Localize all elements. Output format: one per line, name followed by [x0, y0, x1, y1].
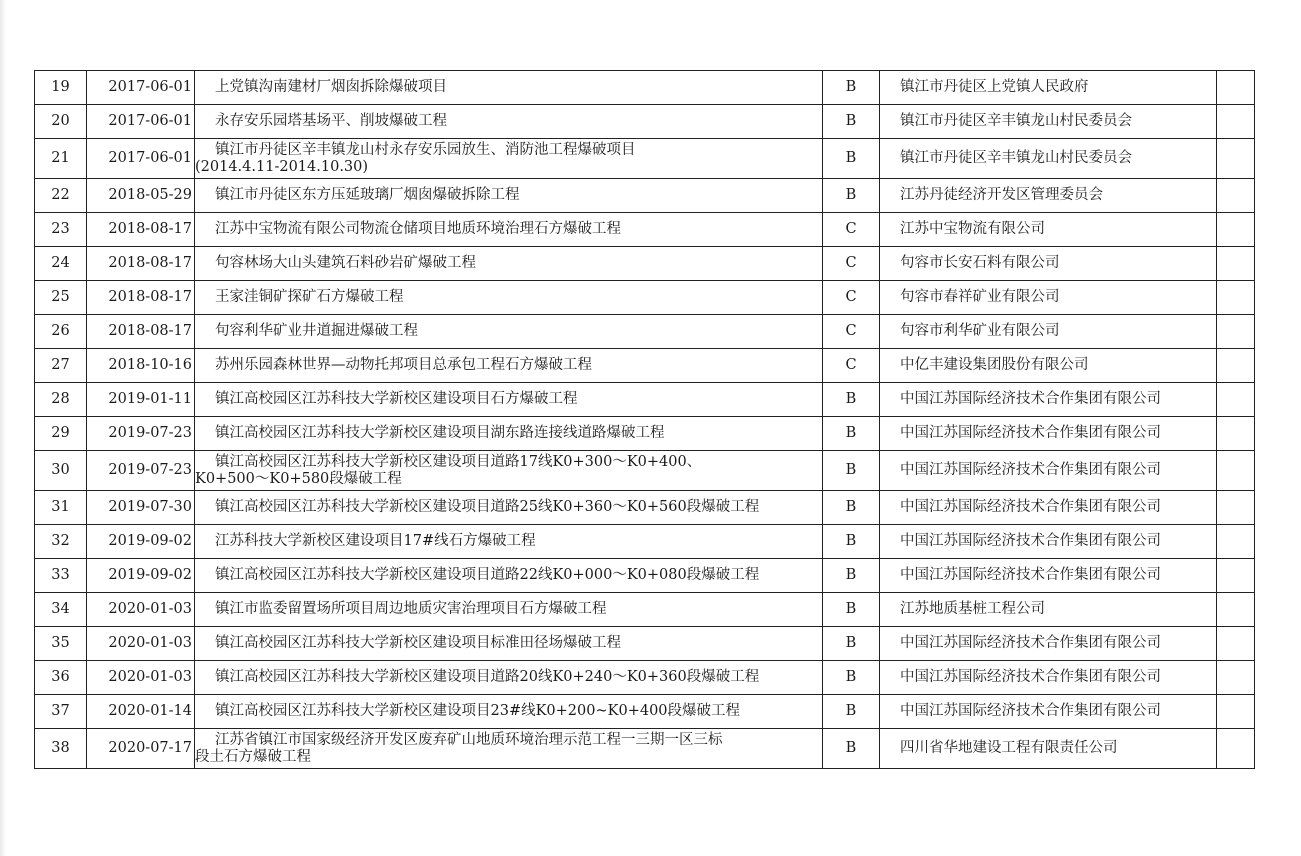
- cell-project-name: [195, 695, 823, 729]
- project-name-line1: 苏州乐园森林世界—动物托邦项目总承包工程石方爆破工程: [215, 357, 592, 373]
- cell-grade: B: [823, 525, 880, 559]
- cell-grade: C: [823, 281, 880, 315]
- cell-date: 2017-06-01: [87, 139, 195, 179]
- cell-grade: B: [823, 695, 880, 729]
- cell-number: 27: [35, 349, 87, 383]
- table-row: [35, 661, 1255, 695]
- cell-grade: B: [823, 105, 880, 139]
- cell-project-name: [195, 525, 823, 559]
- table-row: [35, 281, 1255, 315]
- project-name-line1: 镇江高校园区江苏科技大学新校区建设项目道路25线K0+360～K0+560段爆破工程: [215, 499, 760, 515]
- project-name-line1: 镇江市丹徒区辛丰镇龙山村永存安乐园放生、消防池工程爆破项目: [215, 141, 636, 158]
- project-name-line1: 句容林场大山头建筑石料砂岩矿爆破工程: [215, 255, 476, 271]
- cell-note: [1217, 383, 1255, 417]
- cell-number: 22: [35, 179, 87, 213]
- cell-grade: B: [823, 451, 880, 491]
- project-name-line2: K0+500～K0+580段爆破工程: [195, 470, 402, 487]
- cell-grade: B: [823, 661, 880, 695]
- cell-project-name: [195, 247, 823, 281]
- cell-date: 2020-07-17: [87, 729, 195, 769]
- cell-date: 2018-08-17: [87, 315, 195, 349]
- cell-note: [1217, 179, 1255, 213]
- cell-date: 2019-01-11: [87, 383, 195, 417]
- table-body: [35, 71, 1255, 769]
- cell-project-name: [195, 559, 823, 593]
- cell-grade: B: [823, 139, 880, 179]
- cell-project-name: [195, 281, 823, 315]
- cell-unit: 句容市长安石料有限公司: [880, 247, 1217, 281]
- cell-number: 31: [35, 491, 87, 525]
- project-name-line1: 江苏科技大学新校区建设项目17#线石方爆破工程: [215, 533, 536, 549]
- cell-note: [1217, 451, 1255, 491]
- cell-note: [1217, 661, 1255, 695]
- table-row: [35, 451, 1255, 491]
- cell-project-name: [195, 315, 823, 349]
- cell-date: 2019-07-30: [87, 491, 195, 525]
- project-name-line1: 镇江高校园区江苏科技大学新校区建设项目石方爆破工程: [215, 391, 578, 407]
- cell-unit: 江苏地质基桩工程公司: [880, 593, 1217, 627]
- cell-note: [1217, 105, 1255, 139]
- cell-unit: 江苏中宝物流有限公司: [880, 213, 1217, 247]
- project-name-line1: 上党镇沟南建材厂烟囱拆除爆破项目: [215, 79, 447, 95]
- cell-note: [1217, 417, 1255, 451]
- cell-project-name: [195, 661, 823, 695]
- cell-project-name: [195, 729, 823, 769]
- cell-date: 2019-07-23: [87, 451, 195, 491]
- table-row: [35, 593, 1255, 627]
- project-name-line1: 镇江市监委留置场所项目周边地质灾害治理项目石方爆破工程: [215, 601, 607, 617]
- cell-unit: 中国江苏国际经济技术合作集团有限公司: [880, 417, 1217, 451]
- cell-project-name: [195, 451, 823, 491]
- cell-grade: B: [823, 627, 880, 661]
- cell-grade: C: [823, 349, 880, 383]
- project-name-line2: 段土石方爆破工程: [195, 748, 311, 765]
- cell-unit: 中国江苏国际经济技术合作集团有限公司: [880, 559, 1217, 593]
- project-name-line1: 江苏中宝物流有限公司物流仓储项目地质环境治理石方爆破工程: [215, 221, 621, 237]
- cell-unit: 句容市春祥矿业有限公司: [880, 281, 1217, 315]
- cell-unit: 中国江苏国际经济技术合作集团有限公司: [880, 451, 1217, 491]
- cell-number: 34: [35, 593, 87, 627]
- project-name-line1: 镇江高校园区江苏科技大学新校区建设项目湖东路连接线道路爆破工程: [215, 425, 665, 441]
- project-name-line1: 镇江高校园区江苏科技大学新校区建设项目道路20线K0+240～K0+360段爆破工程: [215, 669, 760, 685]
- cell-date: 2019-09-02: [87, 525, 195, 559]
- cell-date: 2017-06-01: [87, 105, 195, 139]
- project-name-line1: 镇江高校园区江苏科技大学新校区建设项目23#线K0+200~K0+400段爆破工程: [215, 703, 741, 719]
- cell-date: 2019-07-23: [87, 417, 195, 451]
- cell-unit: 中国江苏国际经济技术合作集团有限公司: [880, 383, 1217, 417]
- cell-note: [1217, 139, 1255, 179]
- table-row: [35, 491, 1255, 525]
- cell-unit: 中国江苏国际经济技术合作集团有限公司: [880, 525, 1217, 559]
- cell-number: 21: [35, 139, 87, 179]
- cell-grade: B: [823, 593, 880, 627]
- cell-note: [1217, 213, 1255, 247]
- cell-number: 32: [35, 525, 87, 559]
- cell-date: 2020-01-03: [87, 627, 195, 661]
- table-row: [35, 213, 1255, 247]
- table-row: [35, 349, 1255, 383]
- cell-unit: 中国江苏国际经济技术合作集团有限公司: [880, 491, 1217, 525]
- cell-number: 23: [35, 213, 87, 247]
- cell-note: [1217, 315, 1255, 349]
- cell-unit: 镇江市丹徒区辛丰镇龙山村民委员会: [880, 139, 1217, 179]
- project-name-line1: 江苏省镇江市国家级经济开发区废弃矿山地质环境治理示范工程一三期一区三标: [215, 731, 723, 748]
- cell-date: 2017-06-01: [87, 71, 195, 105]
- cell-grade: B: [823, 417, 880, 451]
- project-record-table: [34, 70, 1255, 769]
- cell-unit: 中国江苏国际经济技术合作集团有限公司: [880, 695, 1217, 729]
- cell-number: 29: [35, 417, 87, 451]
- cell-grade: B: [823, 729, 880, 769]
- cell-project-name: [195, 139, 823, 179]
- cell-project-name: [195, 105, 823, 139]
- cell-unit: 四川省华地建设工程有限责任公司: [880, 729, 1217, 769]
- cell-unit: 中亿丰建设集团股份有限公司: [880, 349, 1217, 383]
- cell-unit: 中国江苏国际经济技术合作集团有限公司: [880, 661, 1217, 695]
- cell-note: [1217, 627, 1255, 661]
- project-name-line1: 永存安乐园塔基场平、削坡爆破工程: [215, 113, 447, 129]
- project-name-line1: 镇江高校园区江苏科技大学新校区建设项目道路17线K0+300～K0+400、: [215, 453, 702, 470]
- cell-number: 30: [35, 451, 87, 491]
- project-name-line1: 王家洼铜矿探矿石方爆破工程: [215, 289, 404, 305]
- cell-project-name: [195, 593, 823, 627]
- cell-project-name: [195, 627, 823, 661]
- cell-project-name: [195, 383, 823, 417]
- cell-note: [1217, 695, 1255, 729]
- cell-grade: B: [823, 71, 880, 105]
- cell-grade: B: [823, 383, 880, 417]
- cell-number: 35: [35, 627, 87, 661]
- cell-grade: C: [823, 213, 880, 247]
- table-row: [35, 729, 1255, 769]
- cell-date: 2020-01-14: [87, 695, 195, 729]
- cell-date: 2018-05-29: [87, 179, 195, 213]
- cell-date: 2020-01-03: [87, 593, 195, 627]
- table-row: [35, 559, 1255, 593]
- project-name-line1: 镇江高校园区江苏科技大学新校区建设项目标准田径场爆破工程: [215, 635, 621, 651]
- cell-number: 33: [35, 559, 87, 593]
- cell-number: 28: [35, 383, 87, 417]
- table-row: [35, 383, 1255, 417]
- cell-grade: B: [823, 491, 880, 525]
- cell-unit: 句容市利华矿业有限公司: [880, 315, 1217, 349]
- project-name-line2: (2014.4.11-2014.10.30): [195, 158, 369, 175]
- table-row: [35, 417, 1255, 451]
- cell-date: 2019-09-02: [87, 559, 195, 593]
- cell-number: 25: [35, 281, 87, 315]
- cell-number: 37: [35, 695, 87, 729]
- table-row: [35, 179, 1255, 213]
- cell-unit: 中国江苏国际经济技术合作集团有限公司: [880, 627, 1217, 661]
- table-row: [35, 627, 1255, 661]
- cell-grade: C: [823, 315, 880, 349]
- cell-note: [1217, 349, 1255, 383]
- cell-note: [1217, 491, 1255, 525]
- cell-date: 2020-01-03: [87, 661, 195, 695]
- cell-date: 2018-08-17: [87, 213, 195, 247]
- cell-grade: B: [823, 559, 880, 593]
- cell-date: 2018-08-17: [87, 247, 195, 281]
- cell-unit: 镇江市丹徒区上党镇人民政府: [880, 71, 1217, 105]
- table-row: [35, 695, 1255, 729]
- cell-project-name: [195, 417, 823, 451]
- cell-number: 36: [35, 661, 87, 695]
- cell-number: 24: [35, 247, 87, 281]
- cell-unit: 镇江市丹徒区辛丰镇龙山村民委员会: [880, 105, 1217, 139]
- table-row: [35, 247, 1255, 281]
- table-row: [35, 139, 1255, 179]
- cell-project-name: [195, 71, 823, 105]
- cell-grade: B: [823, 179, 880, 213]
- cell-project-name: [195, 491, 823, 525]
- cell-number: 20: [35, 105, 87, 139]
- cell-number: 38: [35, 729, 87, 769]
- cell-note: [1217, 247, 1255, 281]
- cell-number: 19: [35, 71, 87, 105]
- cell-note: [1217, 593, 1255, 627]
- scan-edge-shadow: [0, 0, 6, 856]
- table-row: [35, 71, 1255, 105]
- cell-project-name: [195, 213, 823, 247]
- project-name-line1: 句容利华矿业井道掘进爆破工程: [215, 323, 418, 339]
- cell-date: 2018-08-17: [87, 281, 195, 315]
- cell-note: [1217, 71, 1255, 105]
- table-row: [35, 525, 1255, 559]
- project-name-line1: 镇江市丹徒区东方压延玻璃厂烟囱爆破拆除工程: [215, 187, 520, 203]
- cell-note: [1217, 525, 1255, 559]
- table-row: [35, 105, 1255, 139]
- cell-grade: C: [823, 247, 880, 281]
- cell-number: 26: [35, 315, 87, 349]
- cell-project-name: [195, 349, 823, 383]
- project-name-line1: 镇江高校园区江苏科技大学新校区建设项目道路22线K0+000～K0+080段爆破工程: [215, 567, 760, 583]
- cell-project-name: [195, 179, 823, 213]
- table-row: [35, 315, 1255, 349]
- cell-unit: 江苏丹徒经济开发区管理委员会: [880, 179, 1217, 213]
- cell-note: [1217, 559, 1255, 593]
- cell-note: [1217, 729, 1255, 769]
- cell-date: 2018-10-16: [87, 349, 195, 383]
- cell-note: [1217, 281, 1255, 315]
